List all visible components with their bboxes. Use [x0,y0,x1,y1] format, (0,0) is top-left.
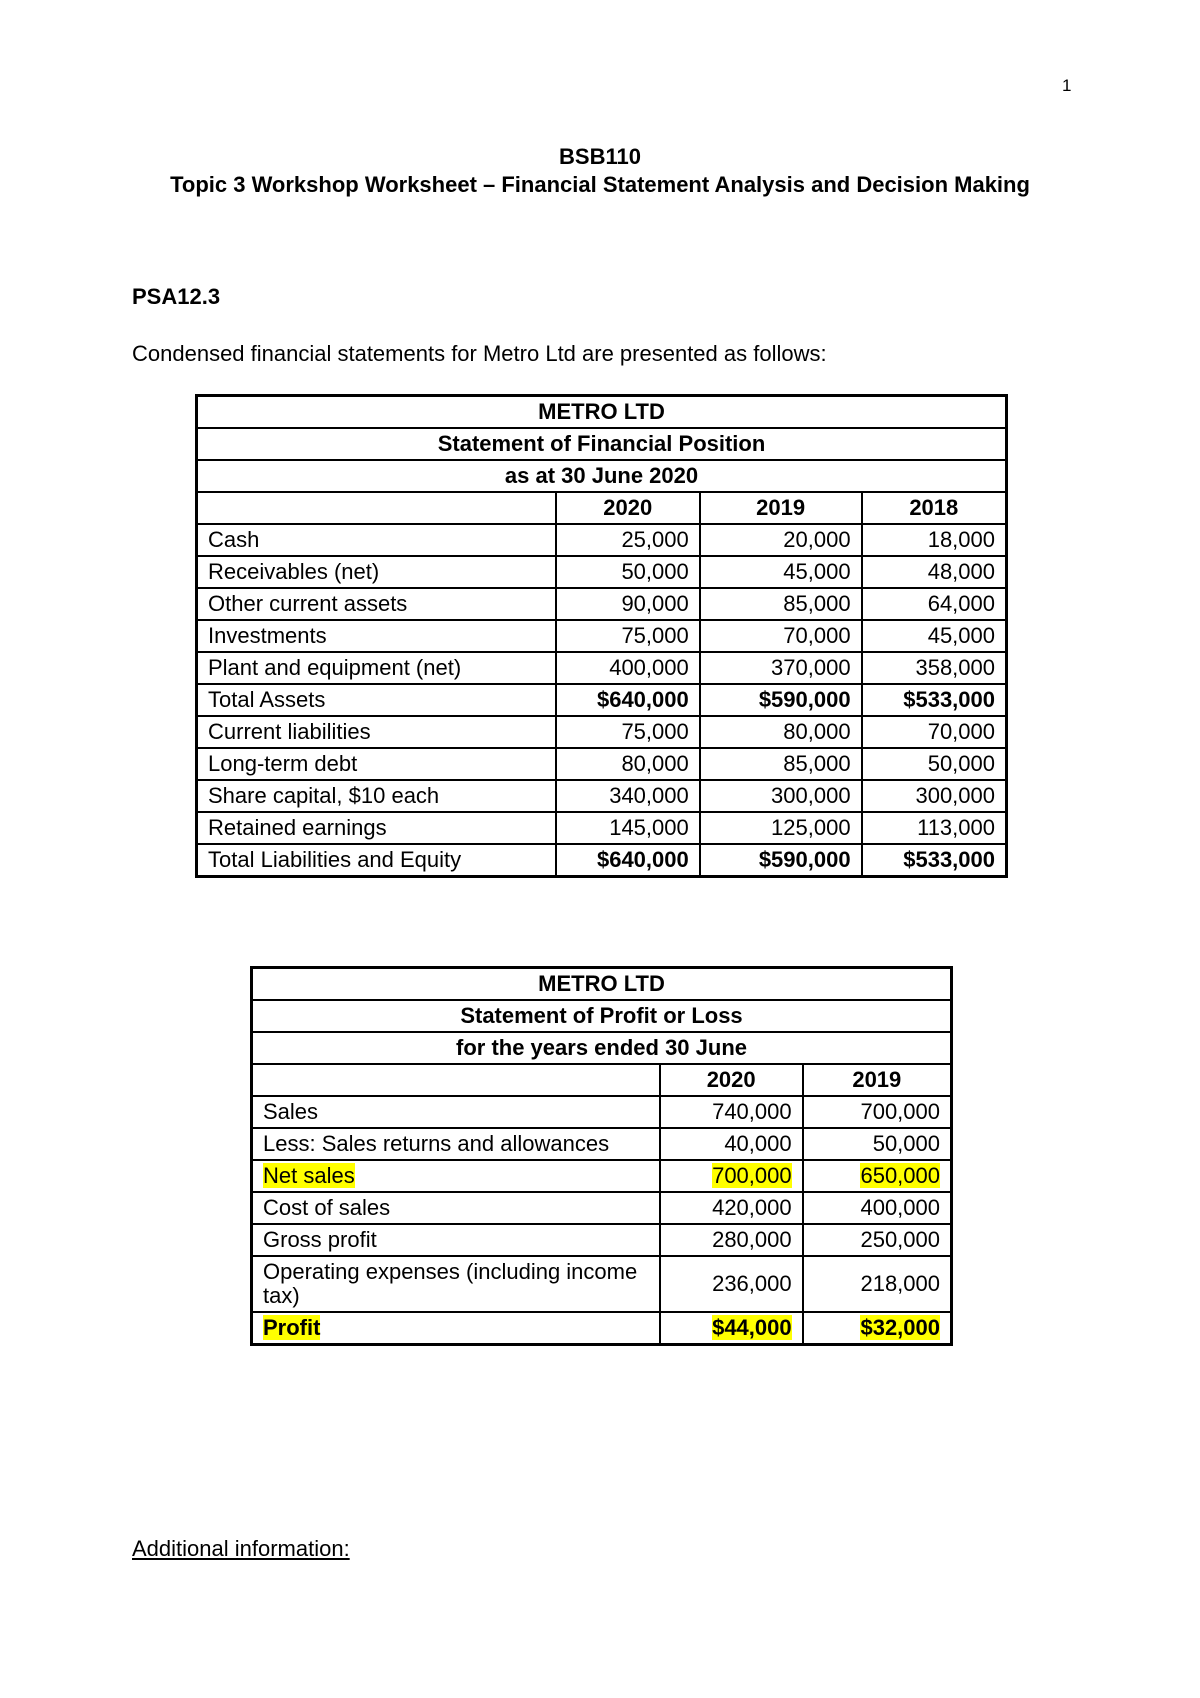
table-row-net-sales [252,1160,952,1192]
row-label: Investments [197,620,556,652]
row-label [252,1160,660,1192]
table-row [252,1128,952,1160]
row-label: Total Liabilities and Equity [197,844,556,877]
cell-value: 18,000 [862,524,1007,556]
cell-value: 300,000 [862,780,1007,812]
table-row [197,620,1007,652]
row-label: Share capital, $10 each [197,780,556,812]
cell-value: 45,000 [700,556,862,588]
cell-value: 20,000 [700,524,862,556]
cell-value: 740,000 [660,1096,803,1128]
title-block [0,143,1200,199]
statement-of-financial-position-table [195,394,1008,878]
cell-value: 50,000 [803,1128,952,1160]
cell-value: 400,000 [803,1192,952,1224]
sopl-year-2019: 2019 [803,1064,952,1096]
sopl-company: METRO LTD [252,968,952,1001]
cell-value: $533,000 [862,844,1007,877]
cell-value: $640,000 [556,844,700,877]
cell-value [803,1312,952,1345]
highlighted-text: $32,000 [860,1315,940,1340]
row-label: Other current assets [197,588,556,620]
cell-value: 80,000 [700,716,862,748]
row-label: Total Assets [197,684,556,716]
sopl-year-2020: 2020 [660,1064,803,1096]
additional-information-heading: Additional information: [132,1536,350,1561]
course-code: BSB110 [559,144,641,169]
cell-value: 250,000 [803,1224,952,1256]
sofp-year-2020: 2020 [556,492,700,524]
table-row [197,524,1007,556]
sofp-year-header-row [197,492,1007,524]
cell-value: 45,000 [862,620,1007,652]
table-row-total-liabilities-equity [197,844,1007,877]
table-row-profit [252,1312,952,1345]
cell-value: 340,000 [556,780,700,812]
intro-text: Condensed financial statements for Metro Ltd are presented as follows: [132,341,827,366]
table-row-total-assets [197,684,1007,716]
row-label: Long-term debt [197,748,556,780]
cell-value: 400,000 [556,652,700,684]
cell-value: 90,000 [556,588,700,620]
cell-value: 125,000 [700,812,862,844]
cell-value: 370,000 [700,652,862,684]
highlighted-text: $44,000 [712,1315,792,1340]
sopl-statement-title: Statement of Profit or Loss [252,1000,952,1032]
cell-value: 50,000 [862,748,1007,780]
cell-value [803,1160,952,1192]
cell-value: 70,000 [700,620,862,652]
row-label: Sales [252,1096,660,1128]
table-row [252,1096,952,1128]
cell-value: 700,000 [803,1096,952,1128]
table-row [197,748,1007,780]
cell-value [660,1312,803,1345]
row-label: Gross profit [252,1224,660,1256]
table-row [197,588,1007,620]
worksheet-heading: Topic 3 Workshop Worksheet – Financial Statement Analysis and Decision Making [170,172,1030,197]
highlighted-text: 650,000 [860,1163,940,1188]
cell-value: 85,000 [700,748,862,780]
cell-value: 70,000 [862,716,1007,748]
statement-of-profit-or-loss-table [250,966,953,1346]
cell-value: 50,000 [556,556,700,588]
table-row [197,780,1007,812]
row-label: Less: Sales returns and allowances [252,1128,660,1160]
sofp-year-2019: 2019 [700,492,862,524]
sofp-company: METRO LTD [197,396,1007,429]
section-code: PSA12.3 [132,284,221,309]
highlighted-text: Profit [263,1315,321,1340]
table-row [252,1224,952,1256]
cell-value: 420,000 [660,1192,803,1224]
table-row [197,716,1007,748]
table-row [197,652,1007,684]
sofp-statement-title: Statement of Financial Position [197,428,1007,460]
row-label: Receivables (net) [197,556,556,588]
highlighted-text: 700,000 [712,1163,792,1188]
table-row [197,556,1007,588]
cell-value: 218,000 [803,1256,952,1312]
cell-value: 145,000 [556,812,700,844]
cell-value: 75,000 [556,716,700,748]
row-label: Plant and equipment (net) [197,652,556,684]
cell-value: 75,000 [556,620,700,652]
sofp-date: as at 30 June 2020 [197,460,1007,492]
cell-value: $533,000 [862,684,1007,716]
page-number: 1 [1062,76,1072,95]
sopl-period: for the years ended 30 June [252,1032,952,1064]
cell-value: 80,000 [556,748,700,780]
row-label: Operating expenses (including income tax) [252,1256,660,1312]
table-row [252,1256,952,1312]
cell-value: 64,000 [862,588,1007,620]
cell-value: 358,000 [862,652,1007,684]
cell-value: 280,000 [660,1224,803,1256]
row-label: Retained earnings [197,812,556,844]
cell-value: 300,000 [700,780,862,812]
cell-value [660,1160,803,1192]
table-row [252,1192,952,1224]
cell-value: 236,000 [660,1256,803,1312]
cell-value: $590,000 [700,684,862,716]
sopl-blank-header [252,1064,660,1096]
row-label: Cash [197,524,556,556]
highlighted-text: Net sales [263,1163,355,1188]
cell-value: $590,000 [700,844,862,877]
row-label: Current liabilities [197,716,556,748]
cell-value: $640,000 [556,684,700,716]
sofp-year-2018: 2018 [862,492,1007,524]
table-row [197,812,1007,844]
sofp-blank-header [197,492,556,524]
row-label: Cost of sales [252,1192,660,1224]
sopl-year-header-row [252,1064,952,1096]
cell-value: 85,000 [700,588,862,620]
row-label [252,1312,660,1345]
cell-value: 25,000 [556,524,700,556]
cell-value: 113,000 [862,812,1007,844]
cell-value: 40,000 [660,1128,803,1160]
cell-value: 48,000 [862,556,1007,588]
